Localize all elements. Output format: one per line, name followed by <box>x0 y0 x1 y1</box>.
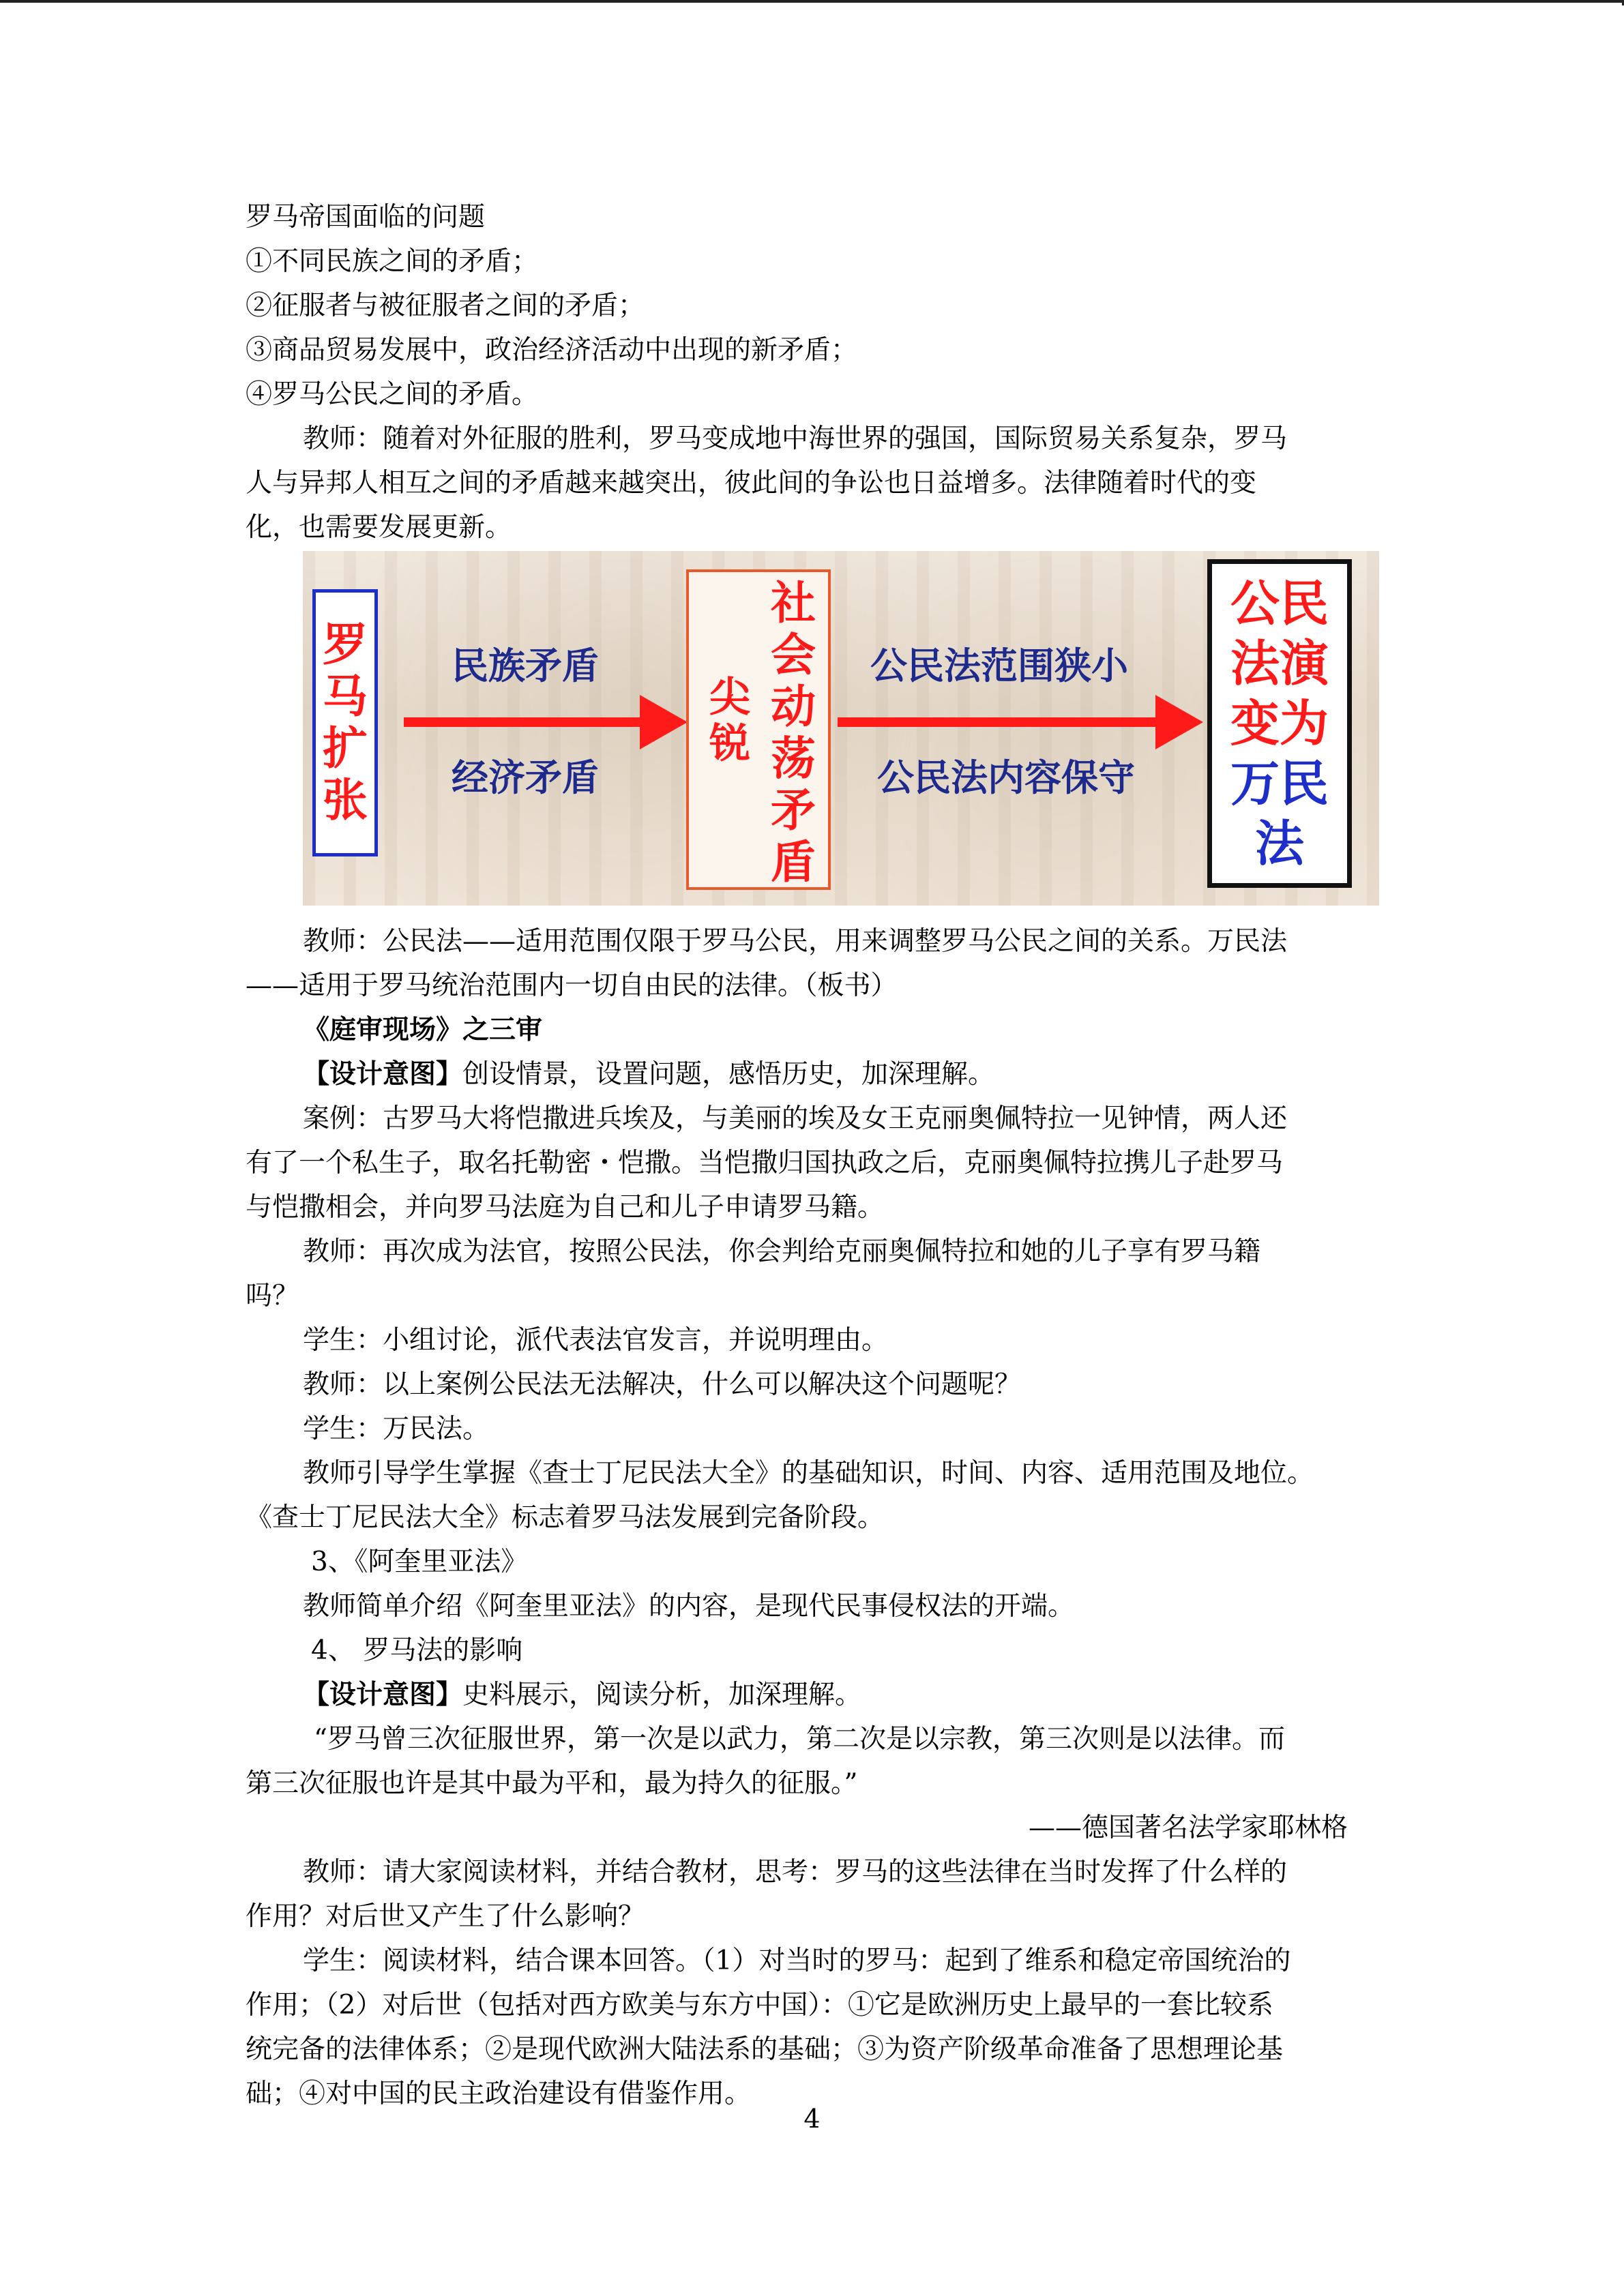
char: 马 <box>323 670 368 723</box>
teacher-prompt-line-1: 教师：请大家阅读材料，并结合教材，思考：罗马的这些法律在当时发挥了什么样的 <box>303 1857 1288 1888</box>
design-intent-text: 创设情景，设置问题，感悟历史，加深理解。 <box>462 1059 995 1090</box>
section-heading-trial: 《庭审现场》之三审 <box>303 1014 543 1045</box>
law-definition-line-1: 教师：公民法——适用范围仅限于罗马公民，用来调整罗马公民之间的关系。万民法 <box>303 926 1288 957</box>
problem-item-4: ④罗马公民之间的矛盾。 <box>246 379 539 410</box>
quote-line-2: 第三次征服也许是其中最为平和，最为持久的征服。” <box>246 1768 858 1799</box>
student-answer-1: 学生：小组讨论，派代表法官发言，并说明理由。 <box>303 1325 889 1356</box>
problem-item-3: ③商品贸易发展中，政治经济活动中出现的新矛盾； <box>246 335 858 366</box>
student-response-line-2: 作用；（2）对后世（包括对西方欧美与东方中国）：①它是欧洲历史上最早的一套比较系 <box>246 1990 1273 2021</box>
quote-source: ——德国著名法学家耶林格 <box>1028 1813 1348 1843</box>
box-law-of-nations <box>1207 559 1352 888</box>
arrow-1-head <box>640 695 688 749</box>
case-line-3: 与恺撒相会，并向罗马法庭为自己和儿子申请罗马籍。 <box>246 1192 885 1223</box>
line: 变为 <box>1230 695 1329 752</box>
problem-item-1: ①不同民族之间的矛盾； <box>246 246 539 277</box>
arrow-1-shaft <box>404 717 666 727</box>
case-line-1: 案例：古罗马大将恺撒进兵埃及，与美丽的埃及女王克丽奥佩特拉一见钟情，两人还 <box>303 1103 1288 1134</box>
student-response-line-4: 础；④对中国的民主政治建设有借鉴作用。 <box>246 2078 752 2109</box>
student-response-line-3: 统完备的法律体系；②是现代欧洲大陆法系的基础；③为资产阶级革命准备了思想理论基 <box>246 2034 1284 2065</box>
line: 法演 <box>1230 635 1329 692</box>
teacher-paragraph-line-3: 化，也需要发展更新。 <box>246 512 512 543</box>
box-social-unrest-sub-text <box>709 674 750 767</box>
aquilia-intro: 教师简单介绍《阿奎里亚法》的内容，是现代民事侵权法的开端。 <box>303 1591 1075 1622</box>
box-law-of-nations-text <box>1230 573 1329 874</box>
arrow-2-shaft <box>838 717 1175 727</box>
design-intent-1 <box>246 1052 1378 1097</box>
teacher-question-line-2: 吗？ <box>246 1281 299 1311</box>
label-ethnic-conflict: 民族矛盾 <box>452 644 599 687</box>
teacher-paragraph-line-2: 人与异邦人相互之间的矛盾越来越突出，彼此间的争讼也日益增多。法律随着时代的变 <box>246 468 1257 498</box>
problem-item-2: ②征服者与被征服者之间的矛盾； <box>246 290 645 321</box>
char: 扩 <box>323 722 368 775</box>
teacher-paragraph-line-1: 教师：随着对外征服的胜利，罗马变成地中海世界的强国，国际贸易关系复杂，罗马 <box>303 423 1288 454</box>
line: 法 <box>1254 815 1304 872</box>
design-intent-label: 【设计意图】 <box>303 1058 463 1090</box>
char: 会 <box>771 629 816 681</box>
student-response-line-1: 学生：阅读材料，结合课本回答。（1）对当时的罗马：起到了维系和稳定帝国统治的 <box>303 1945 1291 1976</box>
arrow-2-head <box>1155 695 1203 749</box>
box-social-unrest-inner <box>689 572 828 887</box>
guide-line-2: 《查士丁尼民法大全》标志着罗马法发展到完备阶段。 <box>246 1502 885 1533</box>
quote-line-1: “罗马曾三次征服世界，第一次是以武力，第二次是以宗教，第三次则是以法律。而 <box>314 1724 1285 1755</box>
label-economic-conflict: 经济矛盾 <box>452 756 599 799</box>
section-heading-aquilia: 3、《阿奎里亚法》 <box>311 1547 528 1577</box>
case-line-2: 有了一个私生子，取名托勒密・恺撒。当恺撒归国执政之后，克丽奥佩特拉携儿子赴罗马 <box>246 1148 1284 1178</box>
char: 罗 <box>323 618 368 671</box>
char: 锐 <box>709 720 750 768</box>
box-roman-expansion <box>312 589 378 856</box>
guide-line-1: 教师引导学生掌握《查士丁尼民法大全》的基础知识，时间、内容、适用范围及地位。 <box>303 1458 1314 1489</box>
line: 公民 <box>1230 575 1329 632</box>
label-citizen-law-narrow: 公民法范围狭小 <box>870 644 1128 687</box>
teacher-prompt-line-2: 作用？对后世又产生了什么影响？ <box>246 1901 645 1932</box>
char: 荡 <box>771 732 816 785</box>
char: 社 <box>771 577 816 629</box>
char: 张 <box>323 774 368 826</box>
char: 盾 <box>771 836 816 889</box>
design-intent-label: 【设计意图】 <box>303 1679 463 1710</box>
line: 万民 <box>1230 755 1329 812</box>
law-definition-line-2: ——适用于罗马统治范围内一切自由民的法律。（板书） <box>246 970 898 1001</box>
student-answer-2: 学生：万民法。 <box>303 1414 490 1444</box>
box-social-unrest-main-text <box>771 578 816 889</box>
teacher-question-line-1: 教师：再次成为法官，按照公民法，你会判给克丽奥佩特拉和她的儿子享有罗马籍 <box>303 1236 1261 1267</box>
page-number: 4 <box>803 2104 821 2134</box>
design-intent-text: 史料展示，阅读分析，加深理解。 <box>462 1680 862 1710</box>
teacher-question-2: 教师：以上案例公民法无法解决，什么可以解决这个问题呢？ <box>303 1369 1022 1400</box>
page-top-border <box>0 0 1624 3</box>
label-citizen-law-conservative: 公民法内容保守 <box>877 756 1135 799</box>
char: 尖 <box>709 674 750 721</box>
text-block-lesson <box>246 919 1378 2116</box>
law-evolution-diagram <box>303 551 1379 906</box>
problems-heading: 罗马帝国面临的问题 <box>246 202 486 233</box>
section-heading-influence: 4、 罗马法的影响 <box>311 1635 523 1666</box>
box-social-unrest <box>686 569 831 890</box>
design-intent-2 <box>246 1673 1378 1717</box>
box-roman-expansion-text <box>323 619 368 826</box>
char: 矛 <box>771 784 816 837</box>
text-block-problems <box>246 195 1378 550</box>
char: 动 <box>771 681 816 733</box>
